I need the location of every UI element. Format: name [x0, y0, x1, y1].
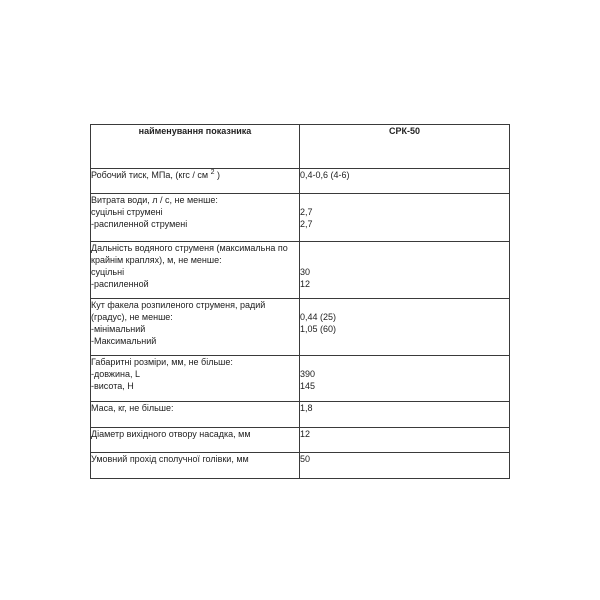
- row-value-cell: [300, 356, 510, 402]
- header-name-label: найменування показника: [138, 126, 252, 136]
- table-row: [91, 356, 510, 402]
- row-name-subitem: -довжина, L: [91, 369, 140, 379]
- row-name-text: Кут факела розпиленого струменя, радий (градус), не менше:: [91, 300, 266, 322]
- table-row: [91, 453, 510, 479]
- row-name-cell: [91, 428, 300, 453]
- row-name-cell: [91, 402, 300, 428]
- row-name-subitem: -мінімальний: [91, 324, 146, 334]
- row-name-text: Умовний прохід сполучної голівки, мм: [91, 454, 249, 464]
- row-value-text: 12: [300, 429, 311, 439]
- row-value-text: [300, 194, 509, 206]
- table-row: [91, 428, 510, 453]
- row-value-cell: [300, 453, 510, 479]
- row-name-cell: [91, 194, 300, 242]
- row-value-text: 2,7: [300, 219, 313, 229]
- row-value-cell: [300, 169, 510, 194]
- row-name-text: Дальність водяного струменя (максимальна по крайнім краплях), м, не менше:: [91, 243, 288, 265]
- row-name-subitem: -распиленной: [91, 279, 149, 289]
- row-value-text: 1,05 (60): [300, 324, 337, 334]
- row-value-text: 30: [300, 267, 311, 277]
- row-name-subitem: -Максимальний: [91, 336, 157, 346]
- row-name-cell: [91, 299, 300, 356]
- row-value-text: 12: [300, 279, 311, 289]
- row-name-subitem: -висота, H: [91, 381, 134, 391]
- row-value-text: 0,44 (25): [300, 312, 337, 322]
- row-value-text: [300, 356, 509, 368]
- row-value-cell: [300, 242, 510, 299]
- header-name-cell: [91, 125, 300, 169]
- row-value-text: 0,4-0,6 (4-6): [300, 170, 350, 180]
- table-row: [91, 402, 510, 428]
- row-name-cell: [91, 169, 300, 194]
- table-row: [91, 299, 510, 356]
- row-value-text: [300, 254, 509, 266]
- row-value-text: 390: [300, 369, 316, 379]
- header-value-cell: [300, 125, 510, 169]
- row-value-text: [300, 242, 509, 254]
- row-value-text: 1,8: [300, 403, 313, 413]
- row-name-text: Витрата води, л / с, не менше:: [91, 195, 218, 205]
- row-name-text: Діаметр вихідного отвору насадка, мм: [91, 429, 251, 439]
- row-value-cell: [300, 299, 510, 356]
- row-name-text: Робочий тиск, МПа, (кгс / см $^2$ ): [91, 169, 220, 180]
- row-name-text: Габаритні розміри, мм, не більше:: [91, 357, 233, 367]
- row-value-text: 145: [300, 381, 316, 391]
- row-name-text: Маса, кг, не більше:: [91, 403, 174, 413]
- row-name-subitem: -распиленной струмені: [91, 219, 188, 229]
- row-value-text: 2,7: [300, 207, 313, 217]
- row-name-cell: [91, 356, 300, 402]
- header-model-label: СРК-50: [388, 126, 420, 136]
- row-name-cell: [91, 242, 300, 299]
- row-value-cell: [300, 402, 510, 428]
- row-value-text: [300, 299, 509, 311]
- table-row: [91, 194, 510, 242]
- row-name-subitem: суцільні струмені: [91, 207, 163, 217]
- row-value-cell: [300, 428, 510, 453]
- row-name-subitem: суцільні: [91, 267, 125, 277]
- table-row: [91, 242, 510, 299]
- table-row: [91, 169, 510, 194]
- row-value-text: 50: [300, 454, 311, 464]
- table-header-row: [91, 125, 510, 169]
- row-value-cell: [300, 194, 510, 242]
- row-name-cell: [91, 453, 300, 479]
- spec-table: [90, 124, 510, 479]
